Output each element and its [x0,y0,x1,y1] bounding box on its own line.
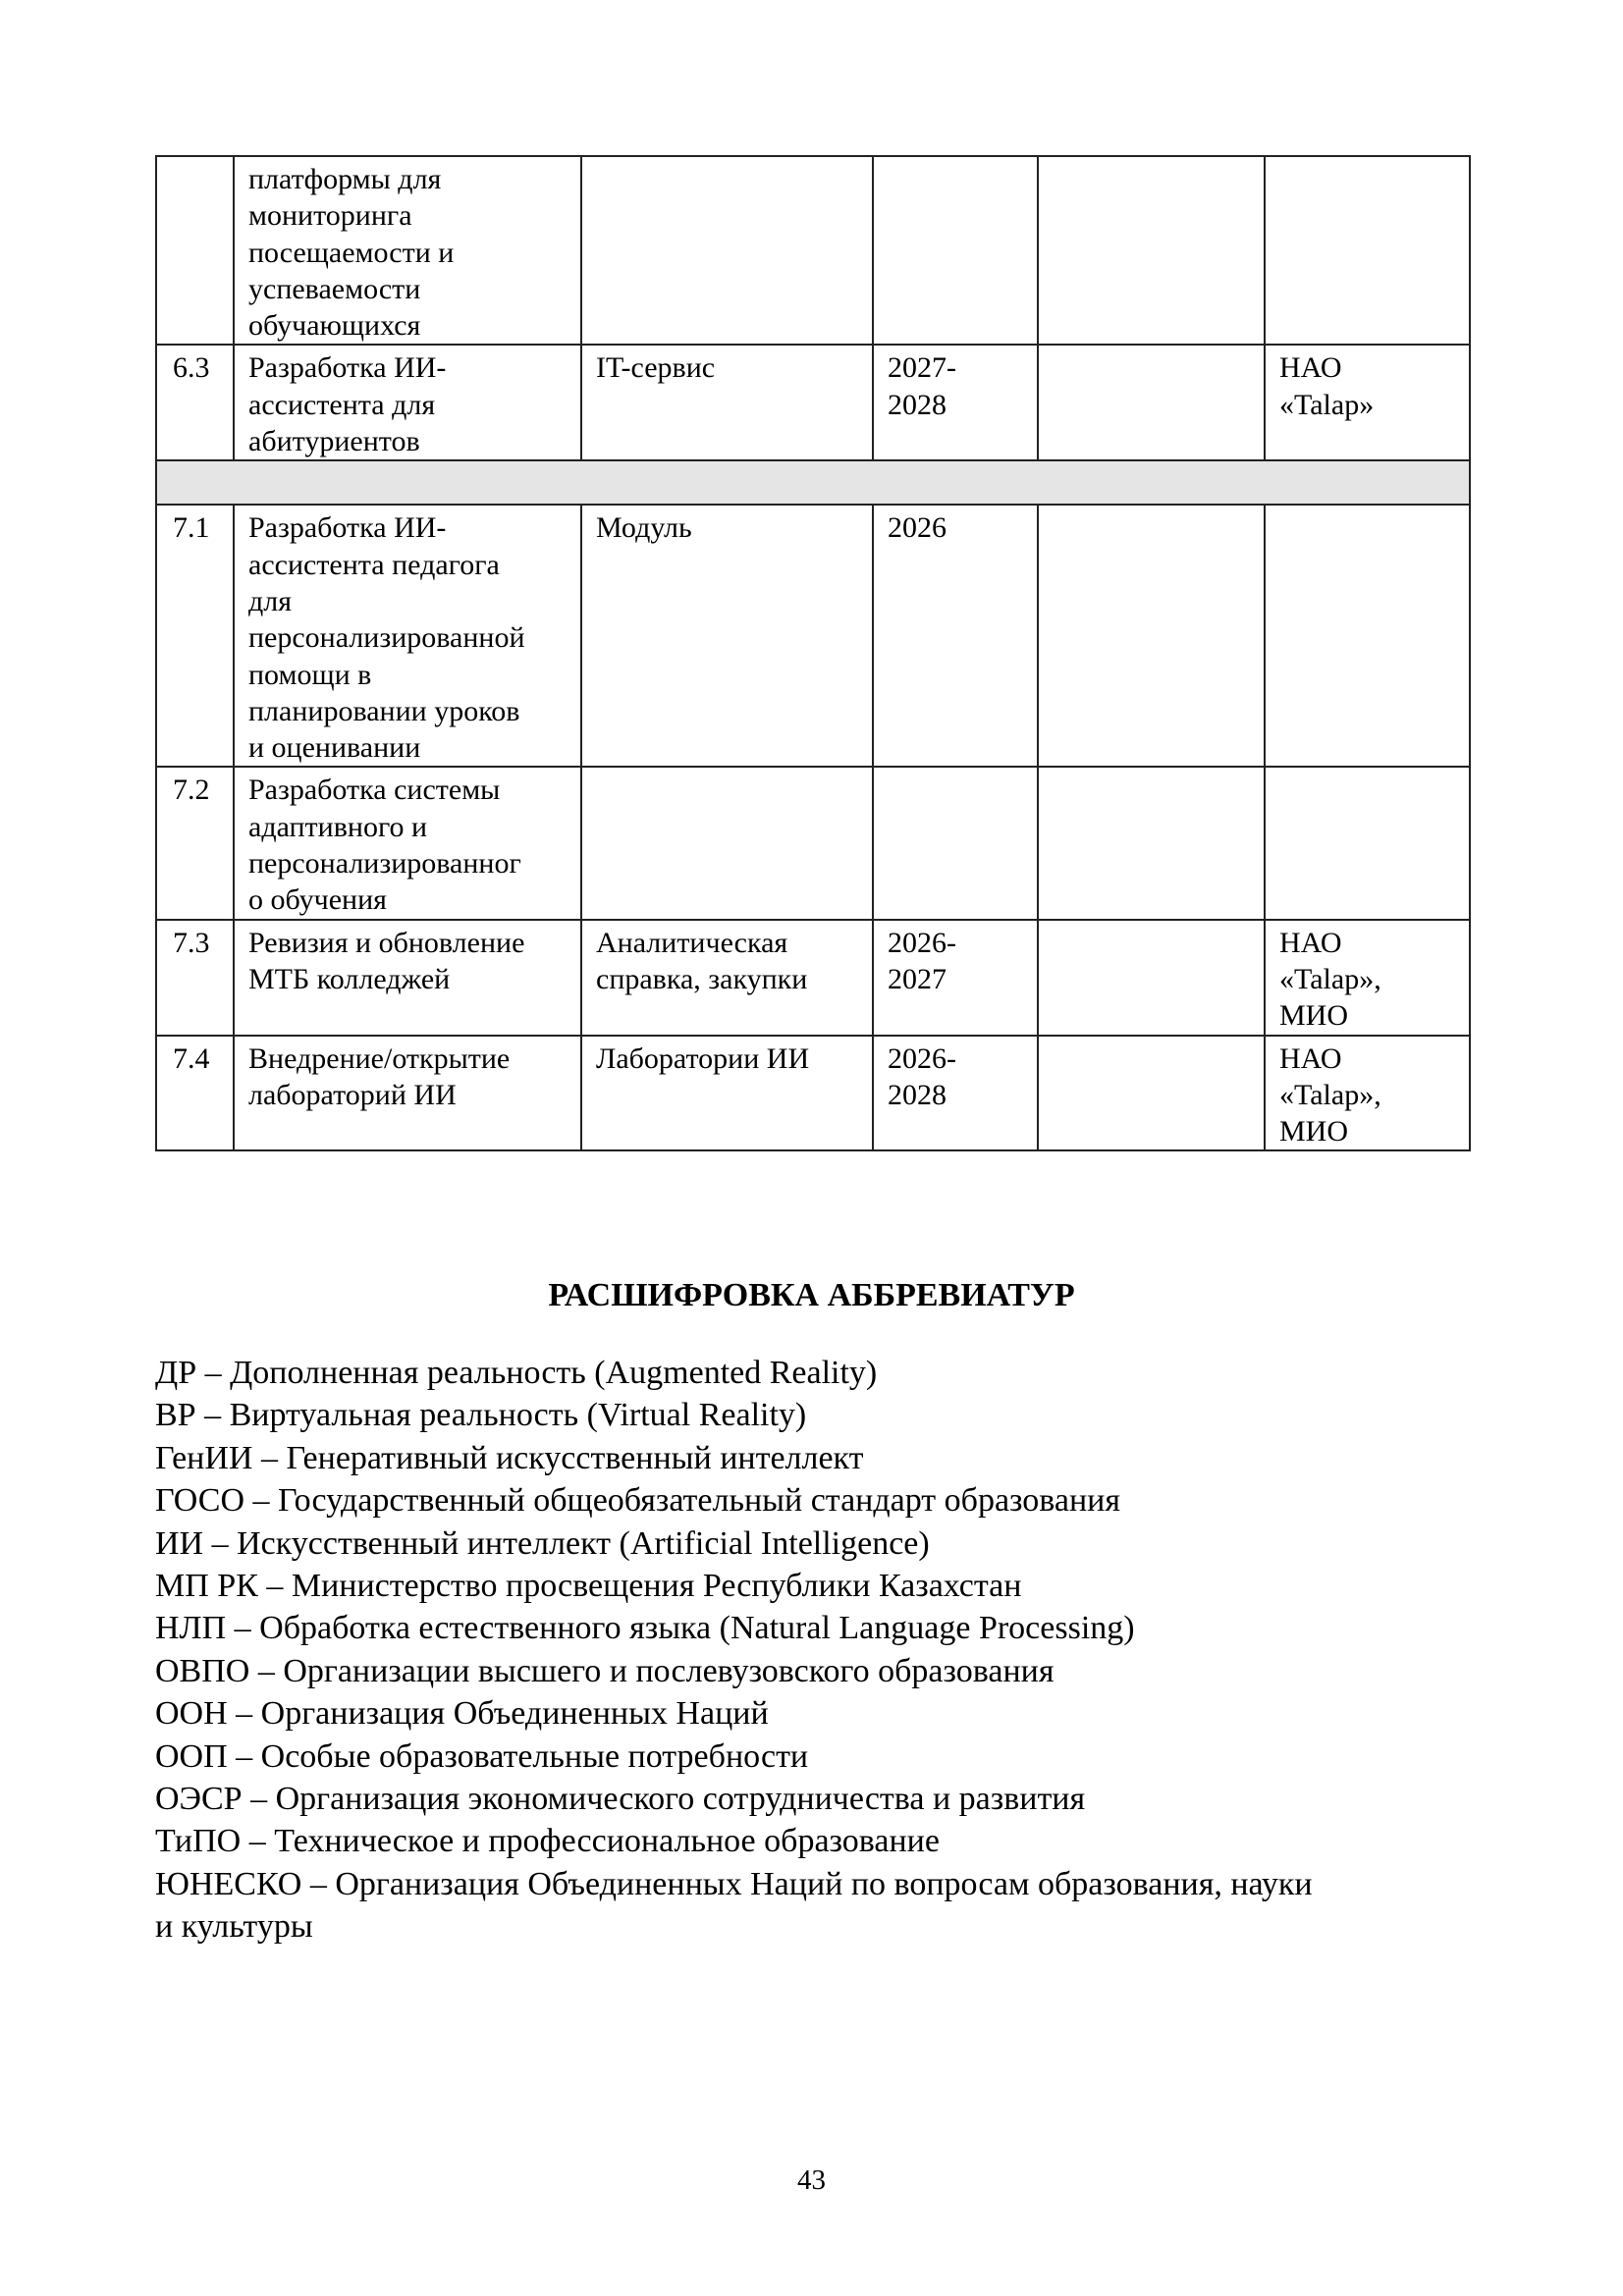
row-number-cell [156,1036,234,1151]
row-number-cell [156,767,234,919]
cell-text-line: НАО [1279,351,1342,385]
cell-text-line: IT-сервис [596,351,716,385]
action-plan-table [155,155,1471,1151]
cell-text: 7.2 [173,774,210,807]
cell-text-line: планировании уроков [248,694,520,727]
task-cell [234,345,581,460]
period-cell [873,1036,1038,1151]
funding-cell [1038,156,1265,345]
task-cell [234,505,581,767]
cell-text-line: 2027- [888,351,956,385]
cell-text-line: МТБ колледжей [248,962,451,995]
cell-text-line: мониторинга [248,199,412,233]
abbreviation-item: ИИ – Искусственный интеллект (Artificial Intelligence) [155,1524,930,1562]
row-number-cell [156,156,234,345]
cell-text-line: Ревизия и обновление [248,926,525,959]
cell-text-line: 2026- [888,926,956,959]
cell-text-line: ассистента педагога [248,548,500,581]
cell-text-line: 2028 [888,1078,947,1111]
abbreviation-item: ООП – Особые образовательные потребности [155,1737,809,1775]
cell-text-line: обучающихся [248,309,421,343]
cell-text-line: 2028 [888,388,947,421]
cell-text-line: Лаборатории ИИ [596,1041,810,1075]
result-cell [581,505,873,767]
responsible-cell [1265,505,1470,767]
task-cell [234,767,581,919]
cell-text-line: Разработка ИИ- [248,511,447,545]
period-cell [873,345,1038,460]
section-header-cell [156,460,1470,505]
abbreviation-item: ГОСО – Государственный общеобязательный стандарт образования [155,1482,1120,1520]
responsible-cell [1265,345,1470,460]
cell-text: 6.3 [173,351,210,385]
funding-cell [1038,1036,1265,1151]
row-number-cell [156,345,234,460]
cell-text-line: «Talap», [1279,962,1381,995]
funding-cell [1038,920,1265,1036]
cell-text-line: помощи в [248,658,372,691]
cell-text: 7.3 [173,926,210,959]
cell-text-line: персонализированног [248,847,521,881]
table-row [156,345,1470,460]
funding-cell [1038,767,1265,919]
cell-text-line: справка, закупки [596,962,808,995]
cell-text-line: и оценивании [248,731,421,765]
table-row [156,505,1470,767]
cell-text-line: о обучения [248,883,387,917]
abbreviation-item: ООН – Организация Объединенных Наций [155,1695,769,1733]
cell-text: 7.4 [173,1041,210,1075]
abbreviation-item: ОЭСР – Организация экономического сотрудничества и развития [155,1781,1086,1818]
abbreviation-item: ГенИИ – Генеративный искусственный интеллект [155,1439,864,1476]
table-row [156,1036,1470,1151]
cell-text-line: адаптивного и [248,810,428,843]
responsible-cell [1265,767,1470,919]
abbreviation-item: МП РК – Министерство просвещения Республики Казахстан [155,1568,1022,1605]
cell-text-line: 2027 [888,962,947,995]
cell-text-line: «Talap», [1279,1078,1381,1111]
cell-text-line: Модуль [596,511,692,545]
cell-text-line: 2026 [888,511,947,545]
responsible-cell [1265,920,1470,1036]
cell-text-line: лабораторий ИИ [248,1078,457,1111]
abbreviations-list [155,1352,1476,1949]
cell-text: 7.1 [173,511,210,545]
cell-text-line: Аналитическая [596,926,788,959]
cell-text-line: МИО [1279,1115,1349,1148]
result-cell [581,767,873,919]
cell-text-line: платформы для [248,163,442,195]
cell-text-line: Внедрение/открытие [248,1041,511,1075]
abbreviation-item: и культуры [155,1908,313,1946]
cell-text-line: НАО [1279,926,1342,959]
cell-text-line: ассистента для [248,388,436,421]
abbreviation-item: ТиПО – Техническое и профессиональное образование [155,1823,940,1860]
table-row [156,767,1470,919]
cell-text-line: абитуриентов [248,425,420,458]
abbreviation-item: ЮНЕСКО – Организация Объединенных Наций по вопросам образования, науки [155,1865,1313,1902]
period-cell [873,920,1038,1036]
abbreviations-heading: РАСШИФРОВКА АББРЕВИАТУР [548,1277,1075,1313]
cell-text-line: посещаемости и [248,236,455,269]
cell-text-line: МИО [1279,999,1349,1033]
table-row [156,920,1470,1036]
cell-text-line: НАО [1279,1041,1342,1075]
funding-cell [1038,505,1265,767]
cell-text-line: Разработка ИИ- [248,351,447,385]
cell-text-line: успеваемости [248,272,421,305]
period-cell [873,505,1038,767]
row-number-cell [156,505,234,767]
result-cell [581,1036,873,1151]
row-number-cell [156,920,234,1036]
result-cell [581,920,873,1036]
result-cell [581,156,873,345]
cell-text-line: персонализированной [248,621,525,655]
cell-text-line: 2026- [888,1041,956,1075]
cell-text-line: Разработка системы [248,774,501,807]
abbreviation-item: ДР – Дополненная реальность (Augmented Reality) [155,1355,878,1391]
abbreviation-item: ВР – Виртуальная реальность (Virtual Reality) [155,1397,807,1434]
responsible-cell [1265,1036,1470,1151]
table-body [156,156,1470,1150]
funding-cell [1038,345,1265,460]
page-number: 43 [797,2164,826,2196]
abbreviation-item: НЛП – Обработка естественного языка (Natural Language Processing) [155,1610,1135,1647]
task-cell [234,1036,581,1151]
cell-text-line: для [248,584,293,617]
task-cell [234,920,581,1036]
section-header-row [156,460,1470,505]
period-cell [873,767,1038,919]
responsible-cell [1265,156,1470,345]
task-cell [234,156,581,345]
result-cell [581,345,873,460]
table-row [156,156,1470,345]
abbreviation-item: ОВПО – Организации высшего и послевузовского образования [155,1652,1055,1689]
cell-text-line: «Talap» [1279,388,1375,421]
period-cell [873,156,1038,345]
